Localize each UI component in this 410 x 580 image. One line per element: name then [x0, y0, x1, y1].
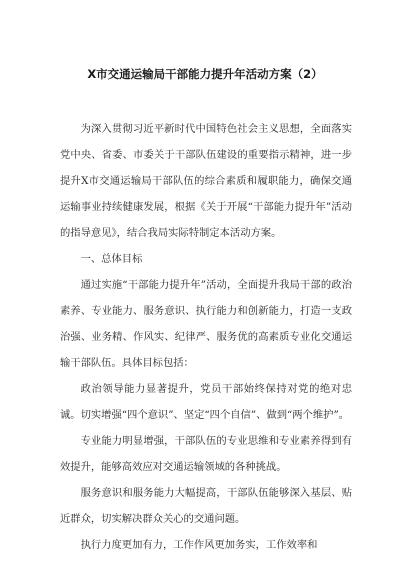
- paragraph-intro: 为深入贯彻习近平新时代中国特色社会主义思想，全面落实党中央、省委、市委关于干部队伍建设的重要指示精神，进一步提升X市交通运输局干部队伍的综合素质和履职能力，确保交通运输事业持续健康发展，根据《关于开展“干部能力提升年”活动的指导意见》，结合我局实际特制定本活动方案。: [60, 123, 352, 239]
- paragraph-professional: 专业能力明显增强，干部队伍的专业思维和专业素养得到有效提升，能够高效应对交通运输领域的各种挑战。: [60, 435, 352, 473]
- document-title: X市交通运输局干部能力提升年活动方案（2）: [87, 67, 323, 81]
- paragraph-service: 服务意识和服务能力大幅提高，干部队伍能够深入基层、贴近群众，切实解决群众关心的交通问题。: [60, 487, 352, 525]
- paragraph-political: 政治领导能力显著提升，党员干部始终保持对党的绝对忠诚。切实增强“四个意识”、坚定“四个自信”、做到“两个维护”。: [60, 383, 352, 421]
- document-body: [60, 116, 352, 558]
- paragraph-execution: 执行力度更加有力，工作作风更加务实，工作效率和: [80, 539, 318, 551]
- paragraph-goals: 通过实施“干部能力提升年”活动，全面提升我局干部的政治素养、专业能力、服务意识、执行能力和创新能力，打造一支政治强、业务精、作风实、纪律严、服务优的高素质专业化交通运输干部队伍。具体目标包括：: [60, 279, 352, 369]
- section-heading-goals: 一、总体目标: [80, 253, 143, 265]
